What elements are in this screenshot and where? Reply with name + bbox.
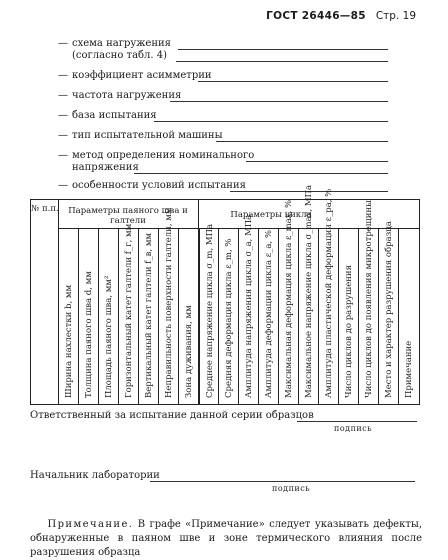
sign-caption: подпись (334, 424, 373, 433)
fill-line[interactable] (216, 141, 388, 142)
table-column-header (219, 228, 239, 404)
group-divider (198, 200, 199, 228)
col-number: № п.п. (31, 200, 59, 404)
note-text: В графе «Примечание» следует указывать дефекты, обнаруженные в паяном шве и зоне термического влияния после разрушения образца (30, 519, 423, 558)
responsible-label: Ответственный за испытание данной серии образцов (30, 410, 314, 421)
table-column-header (319, 188, 339, 404)
table-column-header (379, 221, 399, 404)
fill-line[interactable] (198, 81, 388, 82)
column-label: Ширина нахлестки b, мм (64, 284, 74, 398)
fill-line[interactable] (134, 173, 388, 174)
standard-number: ГОСТ 26446—85 (266, 10, 366, 22)
results-table (30, 184, 420, 405)
column-label: Амплитуда деформации цикла ε_a, % (264, 230, 274, 398)
column-label: Примечание (404, 340, 414, 398)
table-column-header (299, 184, 319, 404)
note-lead: Примечание. (47, 519, 134, 530)
table-column-header (399, 228, 419, 404)
column-label: Среднее напряжение цикла σ_m, МПа (205, 223, 215, 398)
table-column-header (199, 223, 219, 404)
column-label: Неправильность поверхности галтели, мм (164, 207, 174, 398)
page-header (266, 10, 416, 22)
column-label: Максимальное напряжение цикла σ_max, МПа (304, 184, 314, 398)
table-column-header (359, 200, 379, 404)
fill-line[interactable] (170, 101, 388, 102)
table-column-header (99, 228, 119, 404)
column-label: Амплитуда напряжения цикла σ_a, МПа (244, 214, 254, 398)
table-column-header (339, 228, 359, 404)
table-column-header (139, 228, 159, 404)
footnote (30, 518, 422, 560)
column-label: Зона дуживания, мм (184, 305, 194, 398)
fill-line[interactable] (246, 161, 388, 162)
table-column-header (79, 228, 99, 404)
table-column-header (279, 199, 299, 404)
group-cycle-params: Параметры цикла (230, 210, 312, 220)
table-column-header (119, 223, 139, 404)
column-label: Толщина паяного шва d, мм (84, 271, 94, 398)
sign-caption: подпись (272, 484, 311, 493)
column-label: Площадь паяного шва, мм² (104, 275, 114, 398)
group-joint-params: Параметры паяного шва и галтели (68, 206, 188, 226)
fill-line[interactable] (154, 121, 388, 122)
fill-line[interactable] (176, 61, 388, 62)
column-label: Амплитуда пластической деформации ε_pa, % (324, 188, 334, 398)
table-column-header (179, 228, 199, 404)
responsible-sign-field[interactable] (297, 421, 417, 422)
fill-line[interactable] (178, 49, 388, 50)
table-column-header (159, 207, 179, 404)
column-label: Вертикальный катет галтели f_в, мм (144, 232, 154, 398)
head-sign-field[interactable] (150, 481, 415, 482)
table-column-header (239, 214, 259, 404)
column-label: Место и характер разрушения образца (384, 221, 394, 398)
table-column-header (59, 228, 79, 404)
column-label: Число циклов до появления микротрещины (364, 200, 374, 398)
table-column-header (259, 228, 279, 404)
column-label: Максимальная деформация цикла ε_max, % (284, 199, 294, 398)
column-label: Средняя деформация цикла ε_m, % (224, 238, 234, 398)
page-number: Стр. 19 (375, 10, 416, 22)
column-label: Число циклов до разрушения (344, 265, 354, 398)
head-label: Начальник лаборатории (30, 470, 160, 481)
column-label: Горизонтальный катет галтели f_г, мм (124, 223, 134, 398)
